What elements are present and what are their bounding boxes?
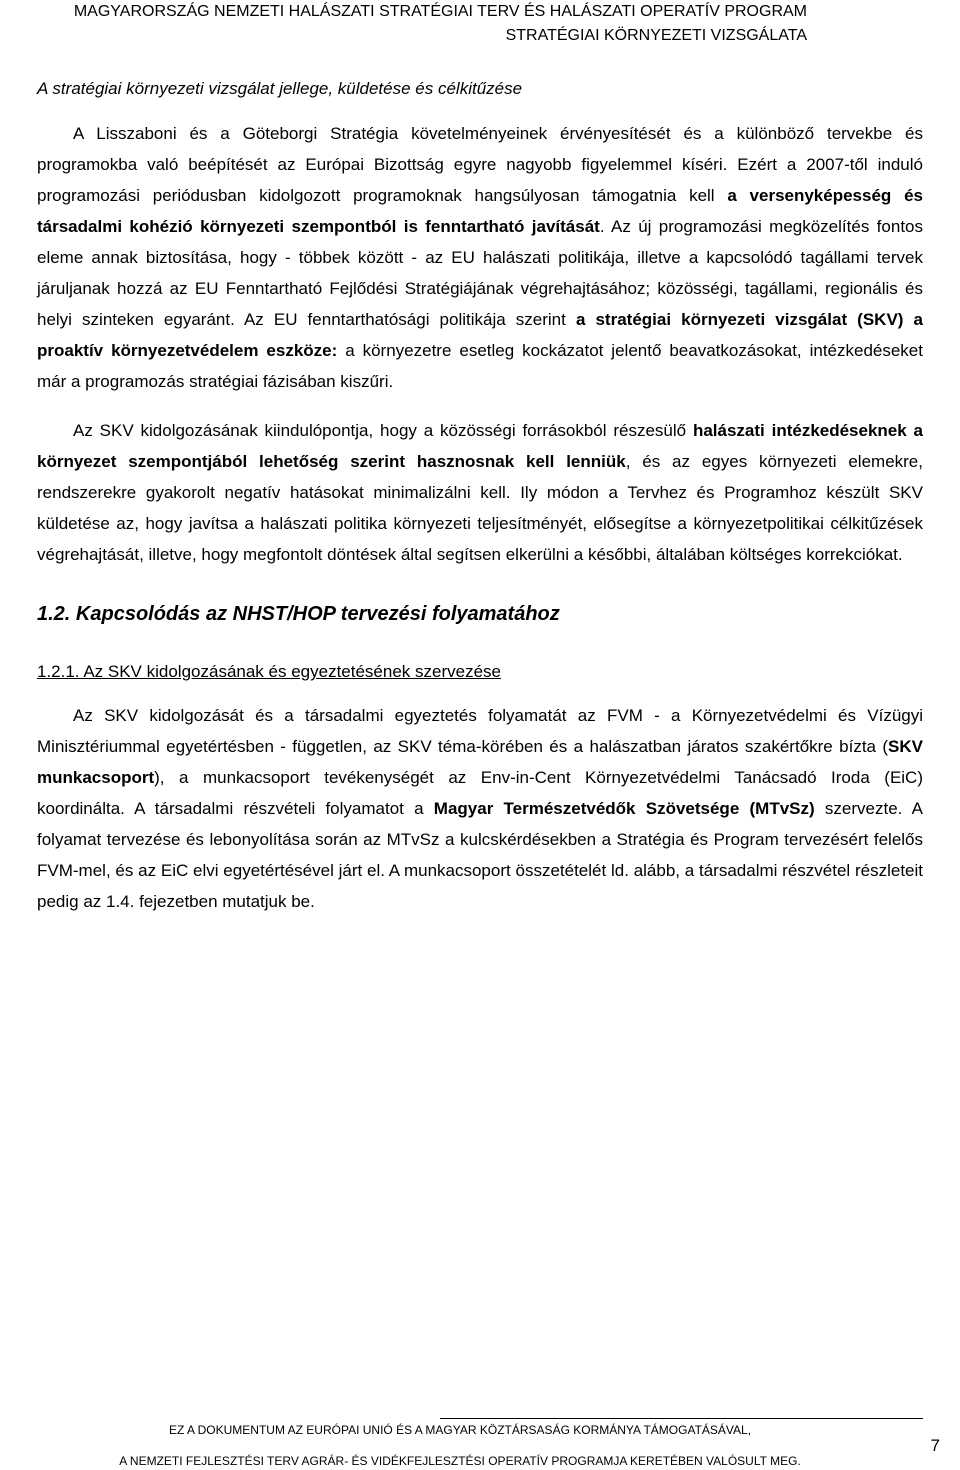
paragraph-3 [37,700,923,917]
para1-text-2: . Az új programozási megközelítés fontos eleme annak biztosítása, hogy - többek között - az EU halászati politikája, illetve a kapcsolódó tagállami tervek járuljanak hozzá az EU Fenntartható Fejlődési Stratégiájának végrehajtásához; közösségi, tagállami, regionális és helyi szinteken egyaránt. Az EU fenntarthatósági politikája szerint [37,217,923,329]
paragraph-2 [37,415,923,570]
footer-line-1: EZ A DOKUMENTUM AZ EURÓPAI UNIÓ ÉS A MAGYAR KÖZTÁRSASÁG KORMÁNYA TÁMOGATÁSÁVAL, [168,1423,752,1437]
section-title: A stratégiai környezeti vizsgálat jellege, küldetése és célkitűzése [37,79,523,98]
heading-section-1-2: 1.2. Kapcsolódás az NHST/HOP tervezési folyamatához [37,603,560,625]
page-footer [80,1418,840,1470]
para2-text-1: Az SKV kidolgozásának kiindulópontja, hogy a közösségi forrásokból részesülő [73,421,693,440]
heading-section-1-2-1: 1.2.1. Az SKV kidolgozásának és egyeztetésének szervezése [37,662,501,681]
para2-text-2: , és az egyes környezeti elemekre, rendszerekre gyakorolt negatív hatásokat minimalizálni kell. Ily módon a Tervhez és Programhoz készült SKV küldetése az, hogy javítsa a halászati politika környezeti teljesítményét, elősegítse a környezetpolitikai célkitűzések végrehajtását, illetve, hogy megfontolt döntések által segítsen elkerülni a későbbi, általában költséges korrekciókat. [37,452,923,564]
header-title: MAGYARORSZÁG NEMZETI HALÁSZATI STRATÉGIAI TERV ÉS HALÁSZATI OPERATÍV PROGRAM [73,3,807,20]
para3-text-1: Az SKV kidolgozását és a társadalmi egyeztetés folyamatát az FVM - a Környezetvédelmi és Vízügyi Minisztériummal egyetértésben - független, az SKV téma-körében és a halászatban járatos szakértőkre bízta ( [37,706,923,756]
para3-text-3: szervezte. A folyamat tervezése és lebonyolítása során az MTvSz a kulcskérdésekben a Stratégia és Program tervezésért felelős FVM-mel, és az EiC elvi egyetértésével járt el. A munkacsoport összetételét ld. alább, a társadalmi részvétel részleteit pedig az 1.4. fejezetben mutatjuk be. [37,799,923,911]
para3-bold-1: SKV munkacsoport [37,737,923,787]
footer-line-2: A NEMZETI FEJLESZTÉSI TERV AGRÁR- ÉS VIDÉKFEJLESZTÉSI OPERATÍV PROGRAMJA KERETÉBEN VALÓSULT MEG. [119,1454,801,1468]
para3-text-2: ), a munkacsoport tevékenységét az Env-in-Cent Környezetvédelmi Tanácsadó Iroda (EiC) koordinálta. A társadalmi részvételi folyamatot a [37,768,923,818]
para1-text-3: a környezetre esetleg kockázatot jelentő beavatkozásokat, intézkedéseket már a programozás stratégiai fázisában kiszűri. [37,341,923,391]
header-subtitle: STRATÉGIAI KÖRNYEZETI VIZSGÁLATA [505,27,807,44]
page-number: 7 [930,1436,940,1455]
para1-text-1: A Lisszaboni és a Göteborgi Stratégia követelményeinek érvényesítését és a különböző tervekbe és programokba való beépítését az Európai Bizottság egyre nagyobb figyelemmel kíséri. Ezért a 2007-től induló programozási periódusban kidolgozott programoknak hangsúlyosan támogatnia kell [37,124,923,205]
paragraph-1 [37,118,923,397]
para1-bold-2: a stratégiai környezeti vizsgálat (SKV) a proaktív környezetvédelem eszköze: [37,310,923,360]
page-header [74,0,807,46]
para1-bold-1: a versenyképesség és társadalmi kohézió környezeti szempontból is fenntartható javítását [37,186,923,236]
para3-bold-2: Magyar Természetvédők Szövetsége (MTvSz) [433,799,815,818]
document-body [37,72,923,917]
para2-bold-1: halászati intézkedéseknek a környezet szempontjából lehetőség szerint hasznosnak kell lenniük [37,421,923,471]
